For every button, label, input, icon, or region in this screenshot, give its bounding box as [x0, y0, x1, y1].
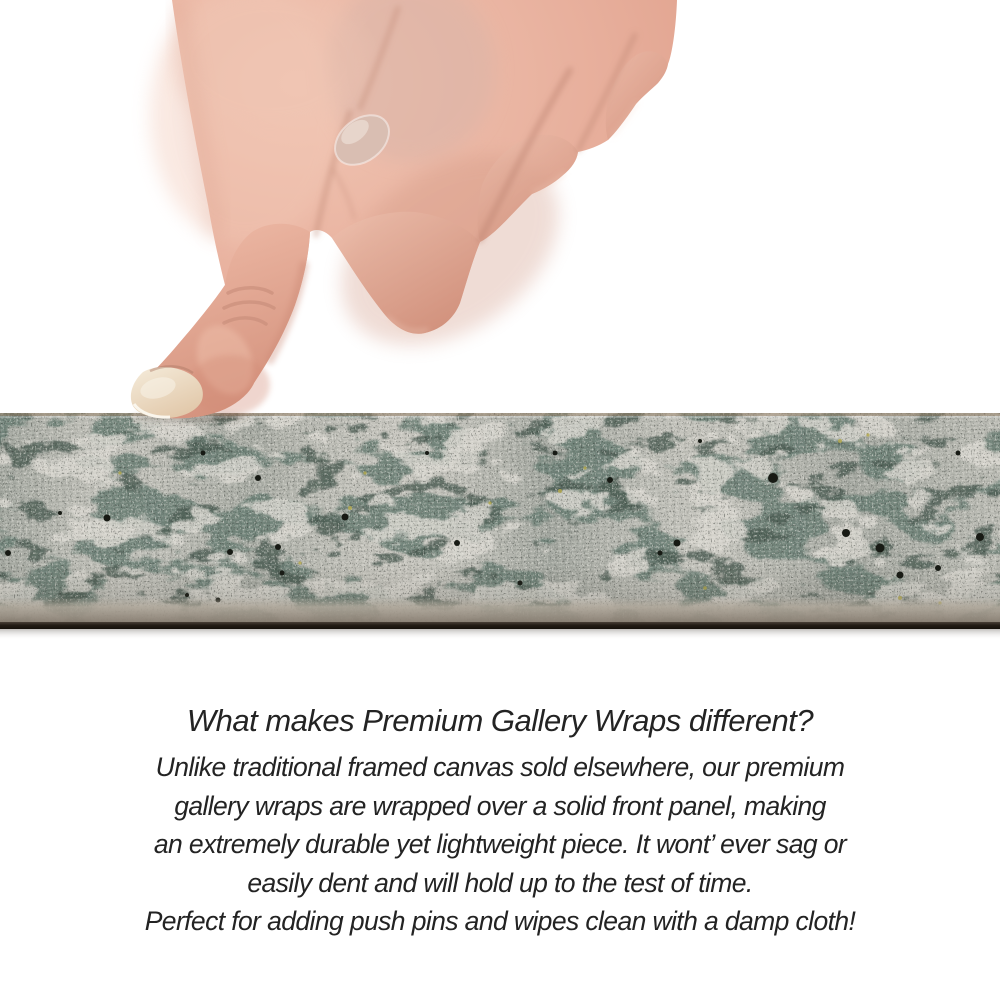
marketing-copy: [0, 703, 1000, 941]
body-line: an extremely durable yet lightweight piece. It wont’ ever sag or: [153, 829, 847, 859]
body-line: Unlike traditional framed canvas sold elsewhere, our premium: [155, 752, 845, 782]
body-line: Perfect for adding push pins and wipes clean with a damp cloth!: [144, 906, 856, 936]
hand-illustration: [120, 0, 700, 432]
canvas-edge-photo: [0, 413, 1000, 640]
hand-photo: [120, 0, 700, 432]
panel-bottom-bevel: [0, 597, 1000, 622]
panel-shadow: [0, 629, 1000, 640]
body-line: gallery wraps are wrapped over a solid front panel, making: [174, 790, 826, 821]
body-line: easily dent and will hold up to the test of time.: [247, 867, 753, 898]
panel-dark-edge: [0, 622, 1000, 629]
headline: What makes Premium Gallery Wraps different?: [186, 703, 814, 738]
canvas-edge-texture: [0, 413, 1000, 640]
